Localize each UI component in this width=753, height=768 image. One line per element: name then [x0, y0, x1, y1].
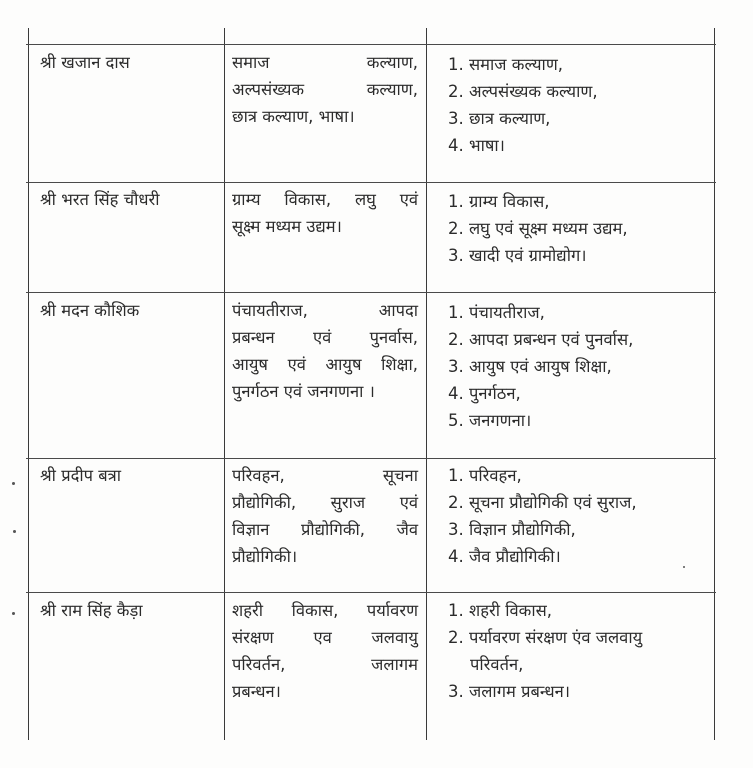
list-item: 1. शहरी विकास,: [448, 601, 553, 620]
minister-name: श्री खजान दास: [40, 53, 130, 72]
department-text: [232, 297, 418, 405]
list-item: 3. विज्ञान प्रौद्योगिकी,: [448, 520, 576, 539]
list-item: 3. जलागम प्रबन्धन।: [448, 682, 571, 701]
list-item: 1. परिवहन,: [448, 466, 522, 485]
department-line: छात्र कल्याण, भाषा।: [232, 107, 355, 126]
list-item: 2. पर्यावरण संरक्षण एंव जलवायु: [448, 628, 643, 647]
list-item: 1. पंचायतीराज,: [448, 303, 545, 322]
list-item: 2. अल्पसंख्यक कल्याण,: [448, 82, 598, 101]
department-line: प्रौद्योगिकी, सुराज एवं: [232, 493, 418, 512]
department-line: आयुष एवं आयुष शिक्षा,: [232, 355, 418, 374]
department-text: [232, 462, 418, 570]
minister-name: श्री भरत सिंह चौधरी: [40, 190, 160, 209]
list-item: 5. जनगणना।: [448, 411, 532, 430]
department-line: ग्राम्य विकास, लघु एवं: [232, 190, 418, 209]
list-item: 1. समाज कल्याण,: [448, 55, 564, 74]
list-item: 2. आपदा प्रबन्धन एवं पुनर्वास,: [448, 330, 634, 349]
minister-name: श्री प्रदीप बत्रा: [40, 466, 122, 485]
department-line: प्रबन्धन।: [232, 682, 281, 701]
table-row-divider: [26, 292, 716, 293]
department-line: शहरी विकास, पर्यावरण: [232, 601, 418, 620]
department-line: अल्पसंख्यक कल्याण,: [232, 80, 418, 99]
department-text: [232, 597, 418, 705]
department-line: सूक्ष्म मध्यम उद्यम।: [232, 217, 342, 236]
scan-speck: [12, 482, 15, 485]
department-list: [448, 188, 718, 269]
department-list: [448, 299, 718, 434]
department-text: [232, 49, 418, 130]
list-item: 3. खादी एवं ग्रामोद्योग।: [448, 246, 587, 265]
department-line: पंचायतीराज, आपदा: [232, 301, 418, 320]
table-row-divider: [26, 592, 716, 593]
list-item-continuation: परिवर्तन,: [470, 655, 524, 674]
department-line: प्रबन्धन एवं पुनर्वास,: [232, 328, 418, 347]
list-item: 2. सूचना प्रौद्योगिकी एवं सुराज,: [448, 493, 637, 512]
minister-name: श्री राम सिंह कैड़ा: [40, 601, 143, 620]
department-list: [448, 597, 718, 705]
department-line: परिवहन, सूचना: [232, 466, 418, 485]
table-row-divider: [26, 458, 716, 459]
department-line: प्रौद्योगिकी।: [232, 547, 298, 566]
table-row-divider: [26, 44, 716, 45]
list-item: 4. भाषा।: [448, 136, 505, 155]
scan-speck: [13, 530, 16, 533]
department-line: समाज कल्याण,: [232, 53, 418, 72]
list-item: 4. पुनर्गठन,: [448, 384, 521, 403]
department-line: परिवर्तन, जलागम: [232, 655, 418, 674]
department-line: विज्ञान प्रौद्योगिकी, जैव: [232, 520, 418, 539]
table-row-divider: [26, 182, 716, 183]
table-column-divider-2: [426, 28, 427, 740]
minister-name: श्री मदन कौशिक: [40, 301, 140, 320]
list-item: 2. लघु एवं सूक्ष्म मध्यम उद्यम,: [448, 219, 628, 238]
department-list: [448, 462, 718, 570]
department-text: [232, 186, 418, 240]
list-item: 1. ग्राम्य विकास,: [448, 192, 550, 211]
list-item: 3. आयुष एवं आयुष शिक्षा,: [448, 357, 612, 376]
scan-speck: [683, 566, 685, 568]
table-column-divider-1: [224, 28, 225, 740]
list-item: 4. जैव प्रौद्योगिकी।: [448, 547, 561, 566]
scan-speck: [12, 612, 15, 615]
department-line: संरक्षण एव जलवायु: [232, 628, 418, 647]
list-item: 3. छात्र कल्याण,: [448, 109, 551, 128]
table-border-left: [28, 28, 29, 740]
department-line: पुनर्गठन एवं जनगणना ।: [232, 382, 375, 401]
department-list: [448, 51, 718, 159]
